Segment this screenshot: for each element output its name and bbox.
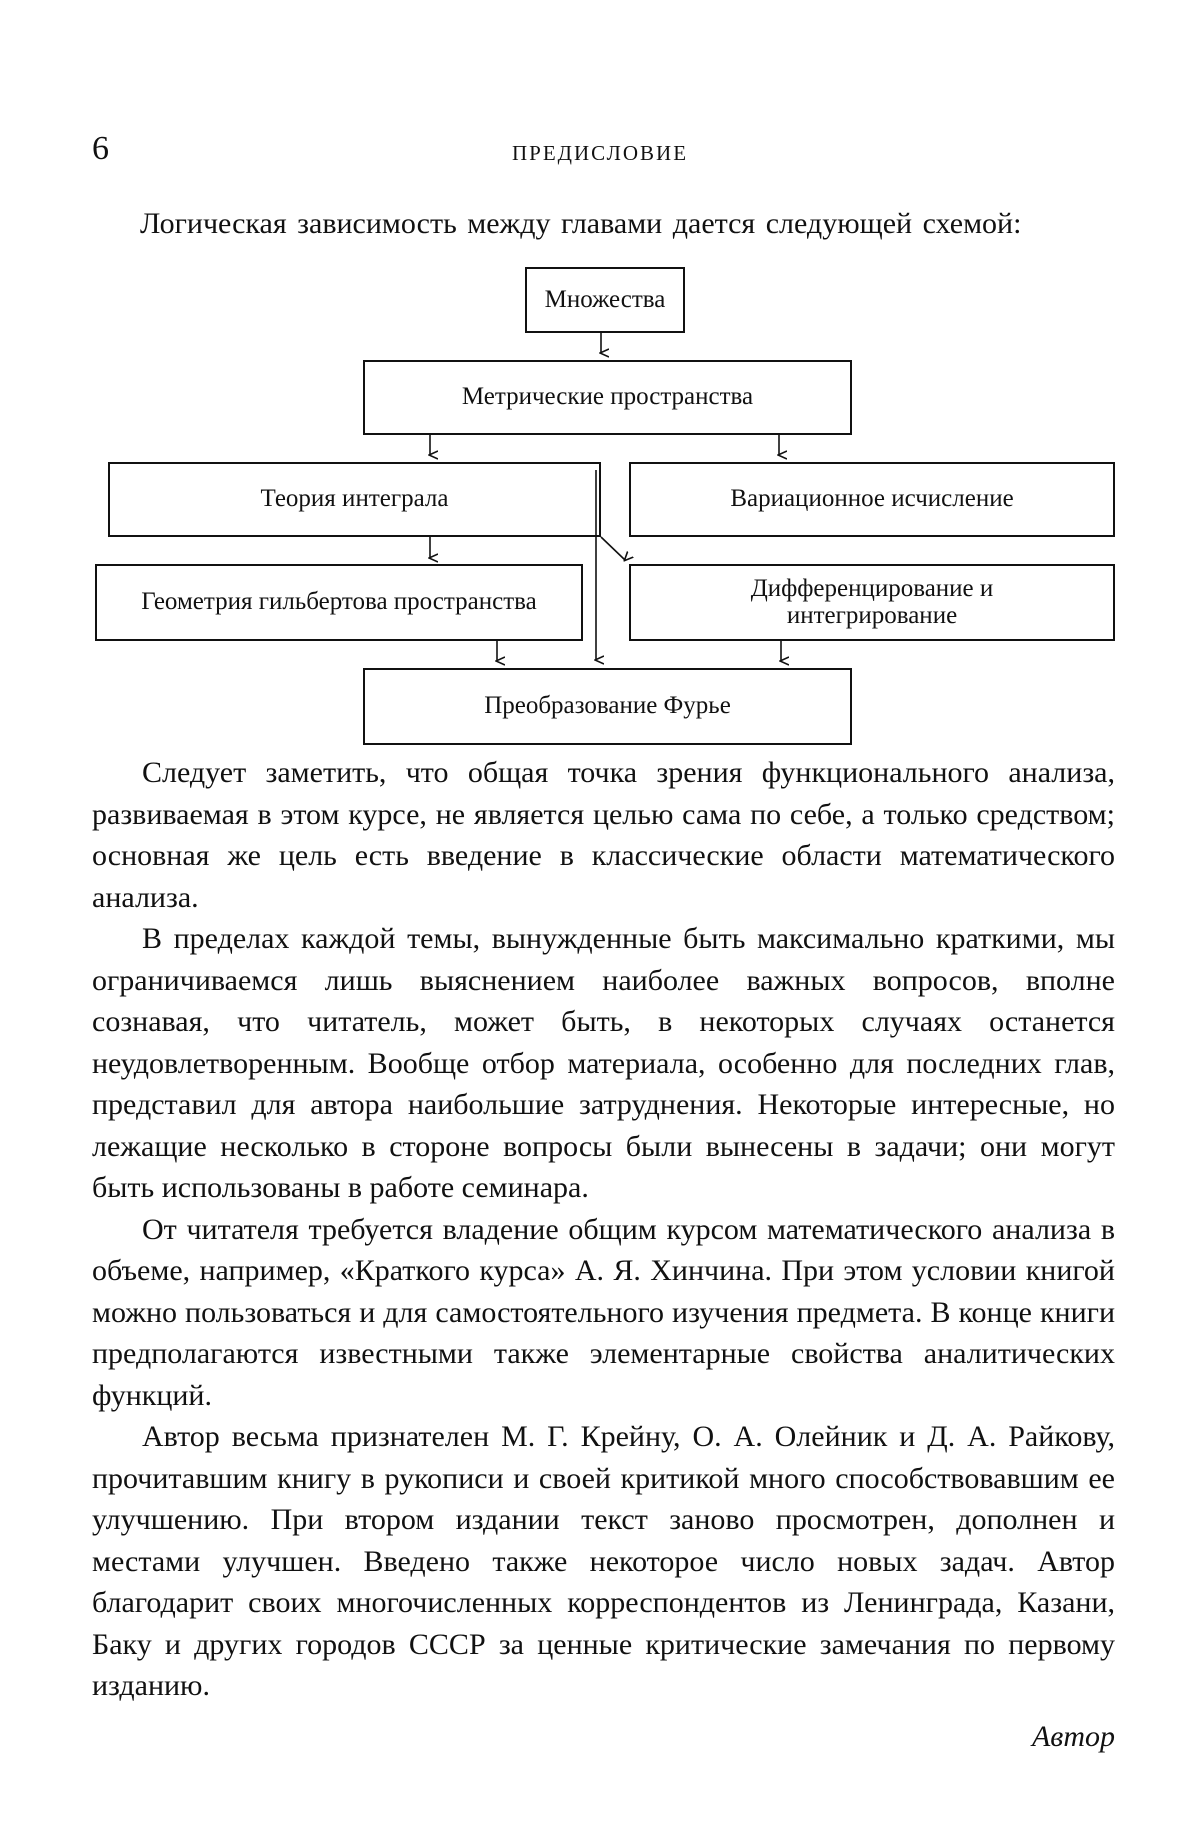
paragraph-2: В пределах каждой темы, вынужденные быть максимально краткими, мы ограничиваемся лишь выяснением наиболее важных вопросов, вполне сознавая, что читатель, может быть, в некоторых случаях останется неудовлетворенным. Вообще отбор материала, особенно для последних глав, представил для автора наибольшие затруднения. Некоторые интересные, но лежащие несколько в стороне вопросы были вынесены в задачи; они могут быть использованы в работе семинара.: [92, 922, 1115, 1204]
running-head: ПРЕДИСЛОВИЕ: [511, 141, 689, 165]
box-hilbert-geometry: [95, 564, 583, 641]
arrow-integral-to-differentiation: [601, 537, 625, 560]
box-hilbert-geometry-label: Геометрия гильбертова пространства: [141, 588, 537, 616]
box-differentiation: [629, 564, 1115, 641]
paragraph-3: От читателя требуется владение общим курсом математического анализа в объеме, например, «Краткого курса» А. Я. Хинчина. При этом условии книгой можно пользоваться и для самостоятельного изучения предмета. В конце книги предполагаются известными также элементарные свойства аналитических функций.: [92, 1212, 1115, 1412]
box-differentiation-label-line1: Дифференцирование и: [750, 575, 994, 603]
box-integral-theory-label: Теория интеграла: [260, 485, 449, 513]
box-variational-calculus-label: Вариационное исчисление: [730, 485, 1014, 513]
page-number: 6: [92, 130, 109, 167]
paragraph-4: Автор весьма признателен М. Г. Крейну, О. А. Олейник и Д. А. Райкову, прочитавшим книгу в рукописи и своей критикой много способствовавшим ее улучшению. При втором издании текст заново просмотрен, дополнен и местами улучшен. Введено также некоторое число новых задач. Автор благодарит своих многочисленных корреспондентов из Ленинграда, Казани, Баку и других городов СССР за ценные критические замечания по первому изданию.: [92, 1420, 1115, 1702]
box-fourier-transform: [363, 668, 852, 745]
signature: Автор: [1031, 1720, 1115, 1753]
box-metric-spaces: [363, 360, 852, 435]
box-differentiation-label-line2: интегрирование: [786, 601, 958, 629]
box-sets-label: Множества: [544, 285, 666, 313]
box-metric-spaces-label: Метрические пространства: [461, 383, 754, 411]
body-text: [92, 752, 1115, 1707]
paragraph-1: Следует заметить, что общая точка зрения функционального анализа, развиваемая в этом курсе, не является целью сама по себе, а только средством; основная же цель есть введение в классические области математического анализа.: [92, 756, 1115, 914]
diagram-intro: Логическая зависимость между главами дается следующей схемой:: [140, 207, 1022, 240]
box-integral-theory: [108, 462, 601, 537]
box-sets: [525, 267, 685, 333]
box-fourier-transform-label: Преобразование Фурье: [484, 692, 731, 720]
box-variational-calculus: [629, 462, 1115, 537]
